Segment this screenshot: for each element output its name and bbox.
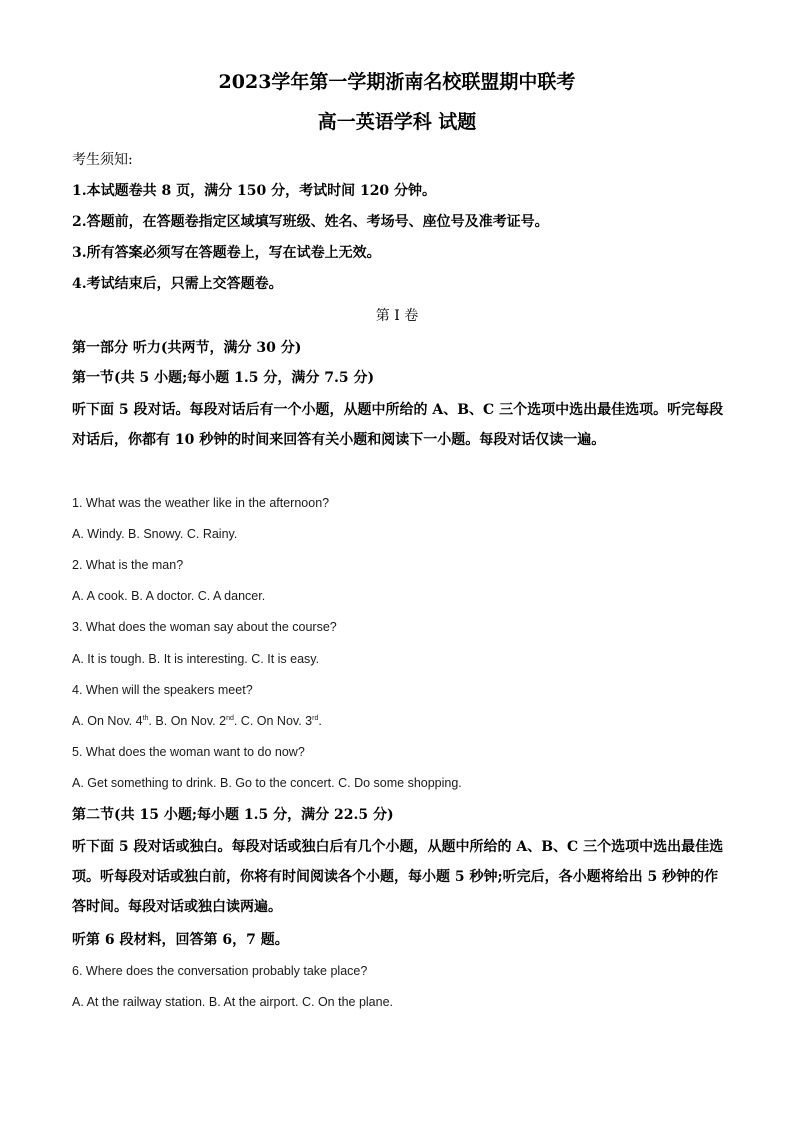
option-text: . [318,714,322,728]
question-3-options: A. It is tough. B. It is interesting. C. It is easy. [72,652,320,666]
section2-heading: 第二节(共 15 小题;每小题 1.5 分，满分 22.5 分) [72,807,394,823]
question-1: 1. What was the weather like in the afternoon? [72,496,330,510]
section1-heading: 第一节(共 5 小题;每小题 1.5 分，满分 7.5 分) [72,370,375,386]
material-6-heading: 听第 6 段材料，回答第 6，7 题。 [72,932,289,948]
question-6: 6. Where does the conversation probably take place? [72,964,368,978]
question-6-options: A. At the railway station. B. At the airport. C. On the plane. [72,995,394,1009]
question-5-options: A. Get something to drink. B. Go to the concert. C. Do some shopping. [72,776,462,790]
section2-instructions: 听下面 5 段对话或独白。每段对话或独白后有几个小题，从题中所给的 A、B、C 三个选项中选出最佳选项。听每段对话或独白前，你将有时间阅读各个小题，每小题 5 秒钟;听完后，各小题将给出 5 秒钟的作答时间。每段对话或独白读两遍。 [72,839,724,915]
ordinal-suffix: rd [312,714,319,722]
notice-item-1: 1.本试题卷共 8 页，满分 150 分，考试时间 120 分钟。 [72,183,437,199]
part1-heading: 第一部分 听力(共两节，满分 30 分) [72,340,302,356]
exam-title: 2023学年第一学期浙南名校联盟期中联考 [218,71,576,93]
volume-heading: 第 I 卷 [375,308,419,324]
ordinal-suffix: th [142,714,149,722]
question-1-options: A. Windy. B. Snowy. C. Rainy. [72,527,238,541]
question-3: 3. What does the woman say about the course? [72,620,337,634]
notice-item-4: 4.考试结束后，只需上交答题卷。 [72,276,283,292]
question-2: 2. What is the man? [72,558,184,572]
ordinal-suffix: nd [226,714,234,722]
option-text: . C. On Nov. 3 [233,714,313,728]
question-2-options: A. A cook. B. A doctor. C. A dancer. [72,589,266,603]
notice-item-3: 3.所有答案必须写在答题卷上，写在试卷上无效。 [72,245,381,261]
option-text: . B. On Nov. 2 [148,714,227,728]
notice-heading: 考生须知: [72,152,133,168]
exam-subtitle: 高一英语学科 试题 [317,111,477,133]
section1-instructions: 听下面 5 段对话。每段对话后有一个小题，从题中所给的 A、B、C 三个选项中选出最佳选项。听完每段对话后，你都有 10 秒钟的时间来回答有关小题和阅读下一小题。每段对话仅读一遍。 [72,402,724,448]
question-4: 4. When will the speakers meet? [72,683,253,697]
notice-item-2: 2.答题前，在答题卷指定区域填写班级、姓名、考场号、座位号及准考证号。 [72,214,549,230]
question-4-options [72,712,322,730]
option-text: A. On Nov. 4 [72,714,143,728]
question-5: 5. What does the woman want to do now? [72,745,305,759]
